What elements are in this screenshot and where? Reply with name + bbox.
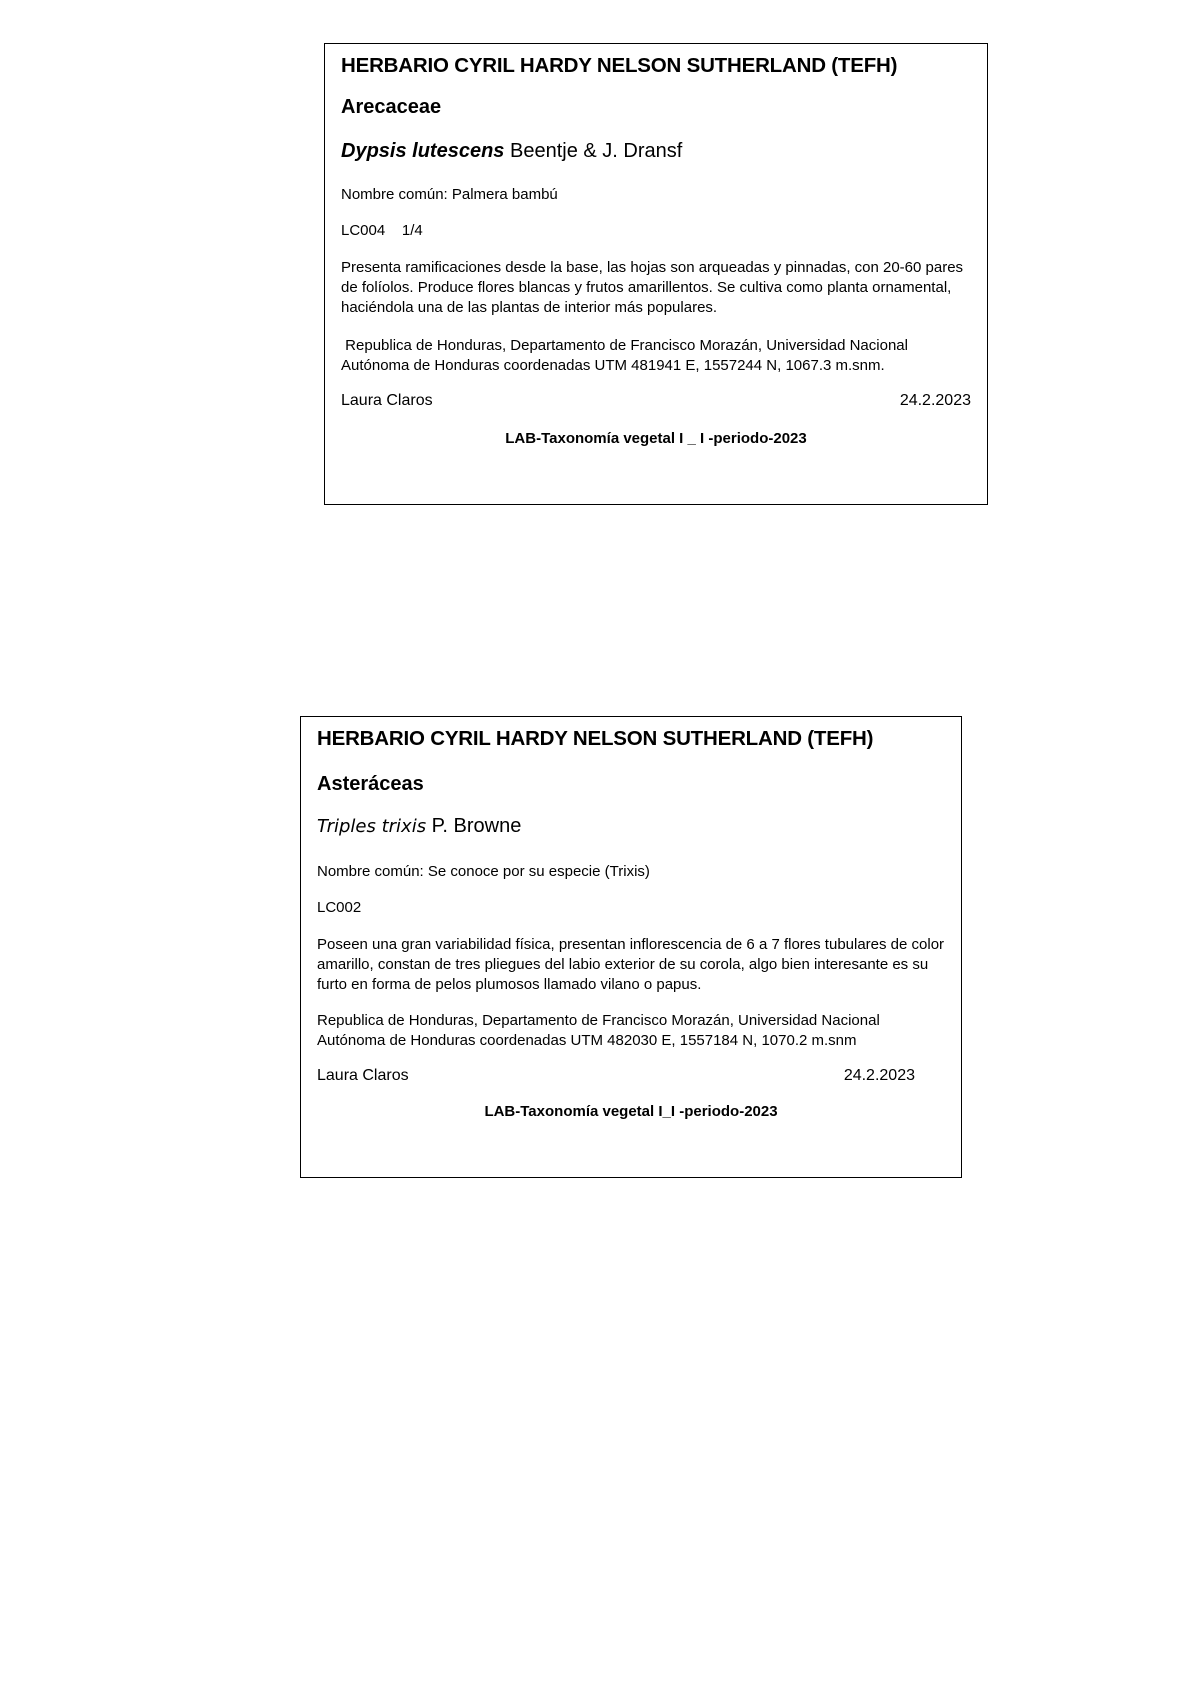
species-line	[341, 140, 971, 163]
family-name: Arecaceae	[341, 96, 442, 118]
herbarium-label-1	[324, 43, 988, 505]
herbarium-title: HERBARIO CYRIL HARDY NELSON SUTHERLAND (TEFH)	[341, 54, 898, 77]
specimen-code: LC002	[317, 899, 362, 916]
course-text: LAB-Taxonomía vegetal I_I -periodo-2023	[484, 1103, 778, 1120]
species-author: P. Browne	[426, 815, 522, 837]
family-name: Asteráceas	[317, 773, 424, 795]
locality: Republica de Honduras, Departamento de Francisco Morazán, Universidad Nacional Autónoma de Honduras coordenadas UTM 481941 E, 1557244 N, 1067.3 m.snm.	[341, 337, 912, 374]
description: Poseen una gran variabilidad física, presentan inflorescencia de 6 a 7 flores tubulares de color amarillo, constan de tres pliegues del labio exterior de su corola, algo bien interesante es su furto en forma de pelos plumosos llamado vilano o papus.	[317, 936, 945, 993]
collector-row	[341, 392, 971, 410]
common-name: Nombre común: Se conoce por su especie (Trixis)	[317, 863, 650, 880]
description: Presenta ramificaciones desde la base, las hojas son arqueadas y pinnadas, con 20-60 pares de folíolos. Produce flores blancas y frutos amarillentos. Se cultiva como planta ornamental, haciéndola una de las plantas de interior más populares.	[341, 259, 964, 316]
scientific-name: Dypsis lutescens	[341, 140, 505, 162]
scientific-name: Triples trixis	[317, 816, 427, 837]
locality: Republica de Honduras, Departamento de Francisco Morazán, Universidad Nacional Autónoma de Honduras coordenadas UTM 482030 E, 1557184 N, 1070.2 m.snm	[317, 1012, 880, 1049]
course-line	[317, 1103, 945, 1120]
course-text: LAB-Taxonomía vegetal I _ I -periodo-2023	[505, 430, 807, 447]
herbarium-label-2	[300, 716, 962, 1178]
course-line	[341, 430, 971, 447]
collector: Laura Claros	[341, 392, 433, 409]
collector-row	[317, 1067, 915, 1085]
herbarium-title: HERBARIO CYRIL HARDY NELSON SUTHERLAND (TEFH)	[317, 727, 874, 750]
species-author: Beentje & J. Dransf	[504, 140, 683, 162]
collection-date: 24.2.2023	[843, 1067, 915, 1084]
collection-date: 24.2.2023	[899, 392, 971, 409]
species-line	[317, 815, 945, 838]
specimen-code: LC004 1/4	[341, 222, 423, 239]
collector: Laura Claros	[317, 1067, 409, 1084]
common-name: Nombre común: Palmera bambú	[341, 186, 558, 203]
